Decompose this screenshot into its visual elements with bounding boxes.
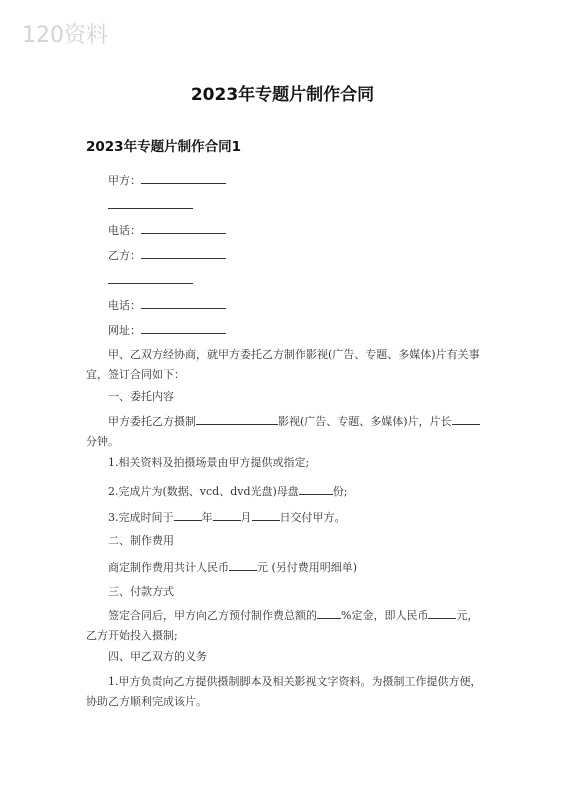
website-label: 网址：: [108, 324, 141, 337]
section-2-paragraph: [108, 559, 357, 575]
s1-item-2-text-b: 份;: [332, 485, 348, 498]
s1-length-blank: [452, 413, 480, 425]
phone-a-field: [108, 222, 226, 238]
s1-text-b: 影视(广告、专题、多媒体)片，片长: [278, 415, 452, 428]
year-blank: [174, 509, 202, 521]
s1-item-3-text-a: 3.完成时间于: [108, 511, 174, 524]
day-blank: [252, 509, 280, 521]
fee-blank: [229, 559, 257, 571]
s1-text-c: 分钟。: [86, 435, 119, 448]
blank-line-2: [108, 272, 193, 288]
s2-text-b: 元 (另付费用明细单): [257, 561, 358, 574]
s1-text-a: 甲方委托乙方摄制: [108, 415, 196, 428]
section-title: 2023年专题片制作合同1: [86, 139, 241, 155]
party-b-field: [108, 247, 226, 263]
s3-text-c: 元，乙方开始投入摄制;: [86, 609, 479, 642]
website-blank: [141, 322, 226, 334]
s1-copies-blank: [299, 483, 333, 495]
s3-text-b: %定金，即人民币: [341, 609, 429, 622]
s1-item-3-text-c: 月: [240, 511, 252, 524]
blank-line-1: [108, 197, 193, 213]
month-blank: [213, 509, 241, 521]
s1-item-2: [108, 483, 348, 499]
section-1-heading: 一、委托内容: [108, 390, 174, 403]
phone-b-label: 电话：: [108, 299, 141, 312]
party-b-blank: [141, 247, 226, 259]
blank-underline: [108, 197, 193, 209]
s1-item-3-text-d: 日交付甲方。: [279, 511, 346, 524]
section-2-heading: 二、制作费用: [108, 534, 174, 547]
phone-a-blank: [141, 222, 226, 234]
section-1-paragraph: [86, 412, 486, 452]
section-4-heading: 四、甲乙双方的义务: [108, 650, 207, 663]
party-a-blank: [141, 172, 226, 184]
phone-a-label: 电话：: [108, 224, 141, 237]
s1-item-1: 1.相关资料及拍摄场景由甲方提供或指定;: [108, 456, 310, 469]
watermark: 120资料: [22, 23, 108, 48]
website-field: [108, 322, 226, 338]
s1-name-blank: [196, 413, 278, 425]
section-4-item-1: 1.甲方负责向乙方提供摄制脚本及相关影视文字资料。为摄制工作提供方便，协助乙方顺利完成该片。: [86, 675, 482, 708]
document-title: 2023年专题片制作合同: [190, 85, 375, 105]
section-3-heading: 三、付款方式: [108, 585, 174, 598]
section-3-paragraph: [86, 606, 486, 646]
phone-b-blank: [141, 297, 226, 309]
party-a-label: 甲方：: [108, 174, 141, 187]
phone-b-field: [108, 297, 226, 313]
s2-text-a: 商定制作费用共计人民币: [108, 561, 229, 574]
deposit-amount-blank: [428, 607, 456, 619]
deposit-percent-blank: [317, 607, 341, 619]
s1-item-3-text-b: 年: [201, 511, 213, 524]
party-a-field: [108, 172, 226, 188]
blank-underline: [108, 272, 193, 284]
s1-item-3: [108, 509, 346, 525]
s3-text-a: 签定合同后，甲方向乙方预付制作费总额的: [108, 609, 317, 622]
s1-item-2-text-a: 2.完成片为(数据、vcd、dvd光盘)母盘: [108, 485, 299, 498]
party-b-label: 乙方：: [108, 249, 141, 262]
intro-paragraph: 甲、乙双方经协商，就甲方委托乙方制作影视(广告、专题、多媒体)片有关事宜，签订合同如下：: [86, 348, 480, 381]
